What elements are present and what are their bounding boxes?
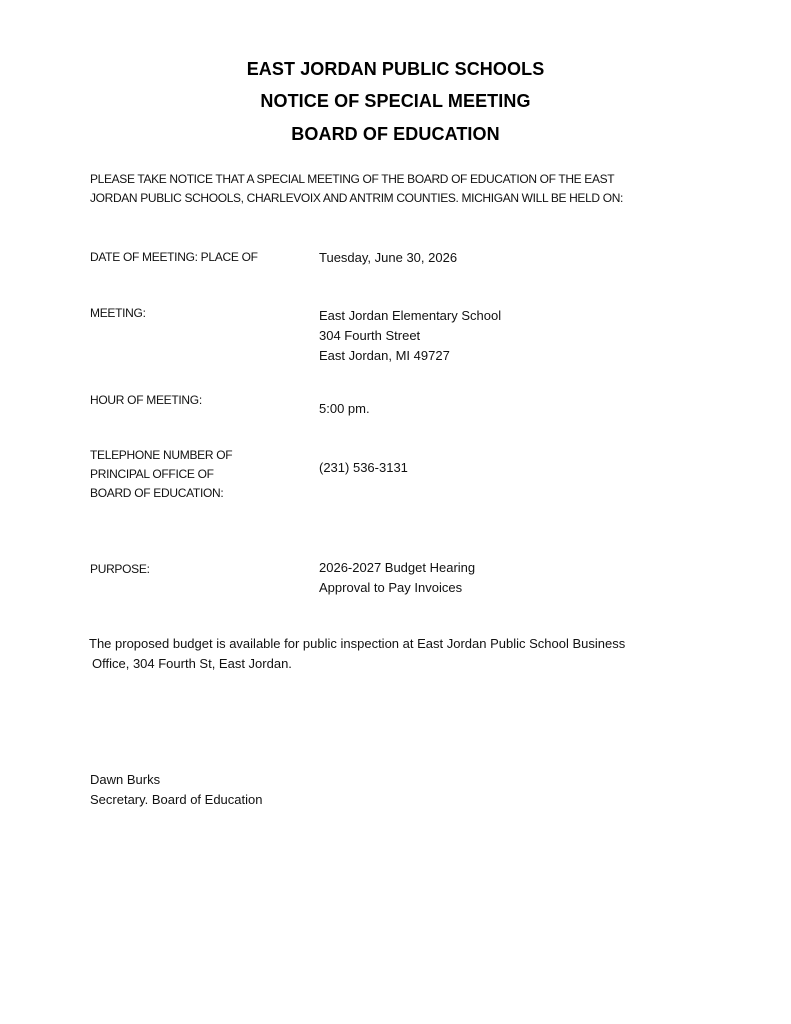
purpose-value-line: 2026-2027 Budget Hearing xyxy=(319,560,476,575)
school-name-title: EAST JORDAN PUBLIC SCHOOLS xyxy=(246,59,545,79)
telephone-label-line: TELEPHONE NUMBER OF xyxy=(90,448,233,462)
place-value-line: East Jordan, MI 49727 xyxy=(319,348,450,363)
hour-label: HOUR OF MEETING: xyxy=(90,393,202,407)
notice-title: NOTICE OF SPECIAL MEETING xyxy=(260,91,531,111)
date-label: DATE OF MEETING: PLACE OF xyxy=(90,250,258,264)
telephone-label-line: BOARD OF EDUCATION: xyxy=(90,486,224,500)
notice-line-2: JORDAN PUBLIC SCHOOLS, CHARLEVOIX AND ANTRIM COUNTIES. MICHIGAN WILL BE HELD ON: xyxy=(90,191,623,205)
budget-line-2: Office, 304 Fourth St, East Jordan. xyxy=(92,656,292,671)
budget-line-1: The proposed budget is available for public inspection at East Jordan Public School Business xyxy=(89,636,626,651)
signer-title: Secretary. Board of Education xyxy=(90,792,263,807)
purpose-label: PURPOSE: xyxy=(90,562,150,576)
hour-value: 5:00 pm. xyxy=(319,401,370,416)
telephone-value: (231) 536-3131 xyxy=(319,460,408,475)
place-value-line: East Jordan Elementary School xyxy=(319,308,502,323)
place-label: MEETING: xyxy=(90,306,146,320)
purpose-value-line: Approval to Pay Invoices xyxy=(319,580,463,595)
telephone-label-line: PRINCIPAL OFFICE OF xyxy=(90,467,214,481)
place-value-line: 304 Fourth Street xyxy=(319,328,421,343)
date-value: Tuesday, June 30, 2026 xyxy=(319,250,458,265)
notice-line-1: PLEASE TAKE NOTICE THAT A SPECIAL MEETING OF THE BOARD OF EDUCATION OF THE EAST xyxy=(90,172,615,186)
board-title: BOARD OF EDUCATION xyxy=(291,124,500,144)
signer-name: Dawn Burks xyxy=(90,772,161,787)
